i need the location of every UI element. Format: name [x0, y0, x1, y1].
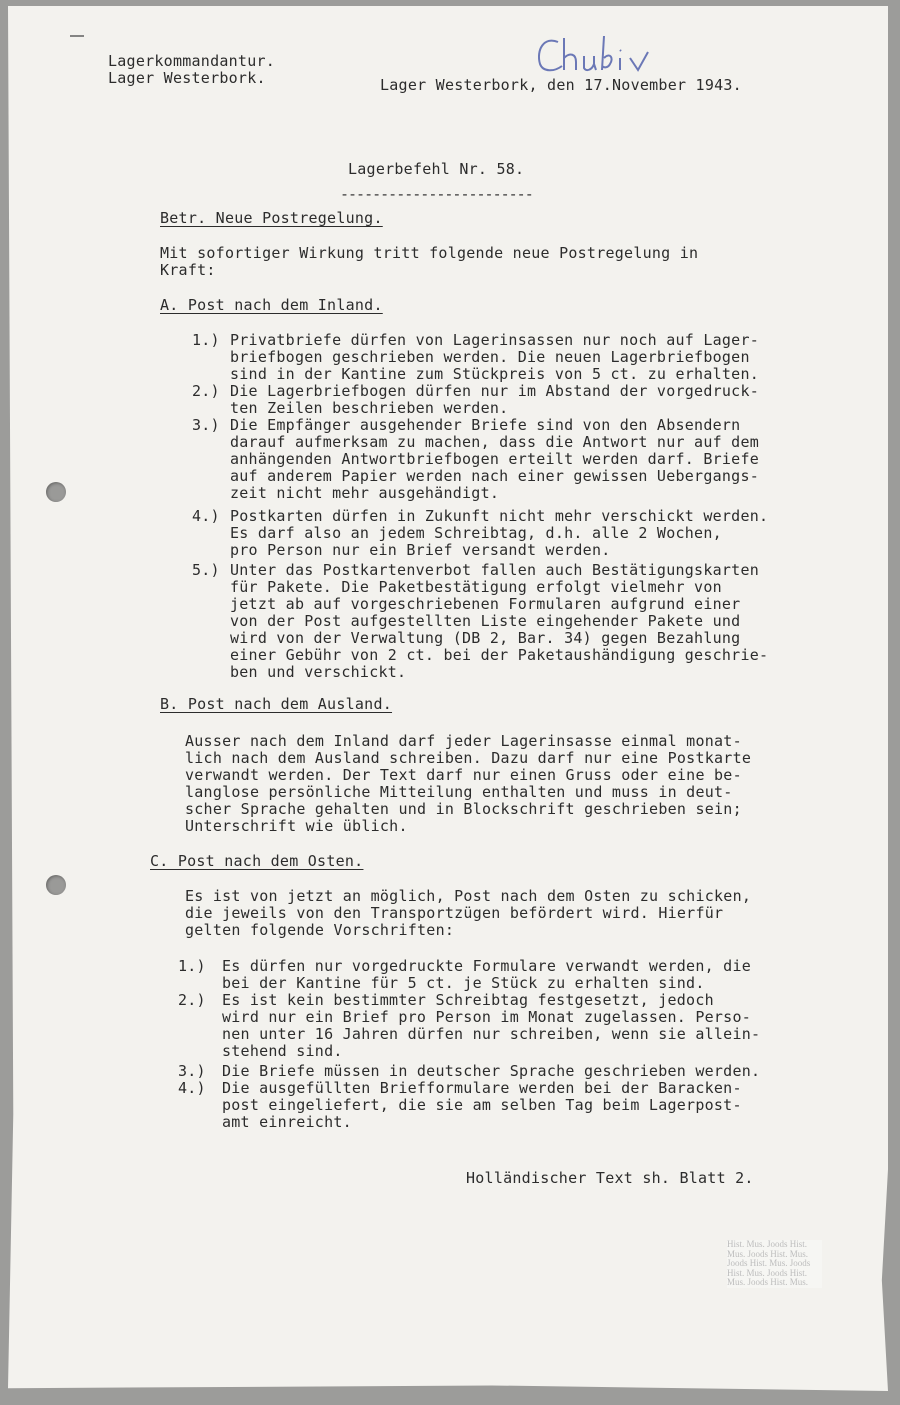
- dutch-text-note: Holländischer Text sh. Blatt 2.: [466, 1169, 754, 1187]
- section-c-item-line: amt einreicht.: [222, 1113, 352, 1131]
- section-a-item-line: anhängenden Antwortbriefbogen erteilt werden darf. Briefe: [230, 450, 760, 468]
- section-c-item-line: post eingeliefert, die sie am selben Tag beim Lagerpost-: [222, 1096, 742, 1114]
- section-a-item-line: Postkarten dürfen in Zukunft nicht mehr verschickt werden.: [230, 507, 769, 525]
- section-c-item-number: 3.): [178, 1062, 206, 1080]
- section-b-line: Unterschrift wie üblich.: [185, 817, 408, 835]
- section-c-heading: C. Post nach dem Osten.: [150, 852, 364, 870]
- section-c-item-line: Die ausgefüllten Briefformulare werden bei der Baracken-: [222, 1079, 742, 1097]
- section-c-item-line: wird nur ein Brief pro Person im Monat zugelassen. Perso-: [222, 1008, 752, 1026]
- section-a-item-number: 1.): [192, 331, 220, 349]
- sender-line-1: Lagerkommandantur.: [108, 52, 276, 70]
- section-a-item-line: auf anderem Papier werden nach einer gewissen Uebergangs-: [230, 467, 760, 485]
- section-b-line: lich nach dem Ausland schreiben. Dazu darf nur eine Postkarte: [185, 749, 752, 767]
- section-c-item-line: Es dürfen nur vorgedruckte Formulare verwandt werden, die: [222, 957, 752, 975]
- stamp-line: Hist. Mus. Joods Hist.: [727, 1240, 808, 1249]
- section-b-heading: B. Post nach dem Ausland.: [160, 695, 393, 713]
- section-c-item-line: bei der Kantine für 5 ct. je Stück zu erhalten sind.: [222, 974, 705, 992]
- section-a-item-line: darauf aufmerksam zu machen, dass die Antwort nur auf dem: [230, 433, 760, 451]
- stamp-line: Hist. Mus. Joods Hist.: [727, 1267, 808, 1278]
- section-a-item-line: briefbogen geschrieben werden. Die neuen Lagerbriefbogen: [230, 348, 750, 366]
- stamp-line: Joods Hist. Mus. Joods: [727, 1258, 811, 1268]
- section-c-intro-line: Es ist von jetzt an möglich, Post nach dem Osten zu schicken,: [185, 887, 752, 905]
- section-b-line: langlose persönliche Mitteilung enthalten und muss in deut-: [185, 783, 733, 801]
- section-a-item-line: jetzt ab auf vorgeschriebenen Formularen aufgrund einer: [230, 595, 741, 613]
- section-a-item-line: sind in der Kantine zum Stückpreis von 5 ct. zu erhalten.: [230, 365, 760, 383]
- section-c-item-line: Es ist kein bestimmter Schreibtag festgesetzt, jedoch: [222, 991, 714, 1009]
- section-a-item-line: für Pakete. Die Paketbestätigung erfolgt vielmehr von: [230, 578, 722, 596]
- section-b-line: Ausser nach dem Inland darf jeder Lagerinsasse einmal monat-: [185, 732, 742, 750]
- intro-line-2: Kraft:: [160, 261, 216, 279]
- section-a-item-number: 3.): [192, 416, 220, 434]
- section-c-item-number: 4.): [178, 1079, 206, 1097]
- section-c-item-line: stehend sind.: [222, 1042, 343, 1060]
- section-b-line: verwandt werden. Der Text darf nur einen Gruss oder eine be-: [185, 766, 742, 784]
- section-c-intro-line: die jeweils von den Transportzügen befördert wird. Hierfür: [185, 904, 724, 922]
- section-a-item-line: pro Person nur ein Brief versandt werden.: [230, 541, 611, 559]
- section-c-intro-line: gelten folgende Vorschriften:: [185, 921, 455, 939]
- place-and-date: Lager Westerbork, den 17.November 1943.: [380, 76, 742, 94]
- section-a-item-number: 2.): [192, 382, 220, 400]
- stamp-line: Mus. Joods Hist. Mus.: [727, 1277, 809, 1287]
- section-a-item-line: Es darf also an jedem Schreibtag, d.h. alle 2 Wochen,: [230, 524, 722, 542]
- section-a-heading: A. Post nach dem Inland.: [160, 296, 383, 314]
- subject-line: Betr. Neue Postregelung.: [160, 209, 383, 227]
- section-a-item-line: Unter das Postkartenverbot fallen auch Bestätigungskarten: [230, 561, 760, 579]
- section-c-item-line: Die Briefe müssen in deutscher Sprache geschrieben werden.: [222, 1062, 761, 1080]
- sender-line-2: Lager Westerbork.: [108, 69, 266, 87]
- section-b-line: scher Sprache gehalten und in Blockschrift geschrieben sein;: [185, 800, 742, 818]
- section-c-item-number: 1.): [178, 957, 206, 975]
- stamp-line: Mus. Joods Hist. Mus.: [727, 1248, 809, 1259]
- section-a-item-line: von der Post aufgestellten Liste eingehender Pakete und: [230, 612, 741, 630]
- section-a-item-number: 5.): [192, 561, 220, 579]
- title-rule: ------------------------: [340, 185, 533, 203]
- section-a-item-line: Die Empfänger ausgehender Briefe sind von den Absendern: [230, 416, 741, 434]
- order-title: Lagerbefehl Nr. 58.: [348, 160, 525, 178]
- museum-stamp: [727, 1240, 822, 1288]
- handwritten-archiv-note: [530, 28, 660, 82]
- section-c-item-number: 2.): [178, 991, 206, 1009]
- section-a-item-line: wird von der Verwaltung (DB 2, Bar. 34) gegen Bezahlung: [230, 629, 741, 647]
- section-a-item-line: Privatbriefe dürfen von Lagerinsassen nur noch auf Lager-: [230, 331, 760, 349]
- section-a-item-line: Die Lagerbriefbogen dürfen nur im Abstand der vorgedruck-: [230, 382, 760, 400]
- section-c-item-line: nen unter 16 Jahren dürfen nur schreiben, wenn sie allein-: [222, 1025, 761, 1043]
- section-a-item-line: ten Zeilen beschrieben werden.: [230, 399, 509, 417]
- intro-line-1: Mit sofortiger Wirkung tritt folgende neue Postregelung in: [160, 244, 699, 262]
- section-a-item-number: 4.): [192, 507, 220, 525]
- section-a-item-line: einer Gebühr von 2 ct. bei der Paketaushändigung geschrie-: [230, 646, 769, 664]
- section-a-item-line: zeit nicht mehr ausgehändigt.: [230, 484, 500, 502]
- section-a-item-line: ben und verschickt.: [230, 663, 407, 681]
